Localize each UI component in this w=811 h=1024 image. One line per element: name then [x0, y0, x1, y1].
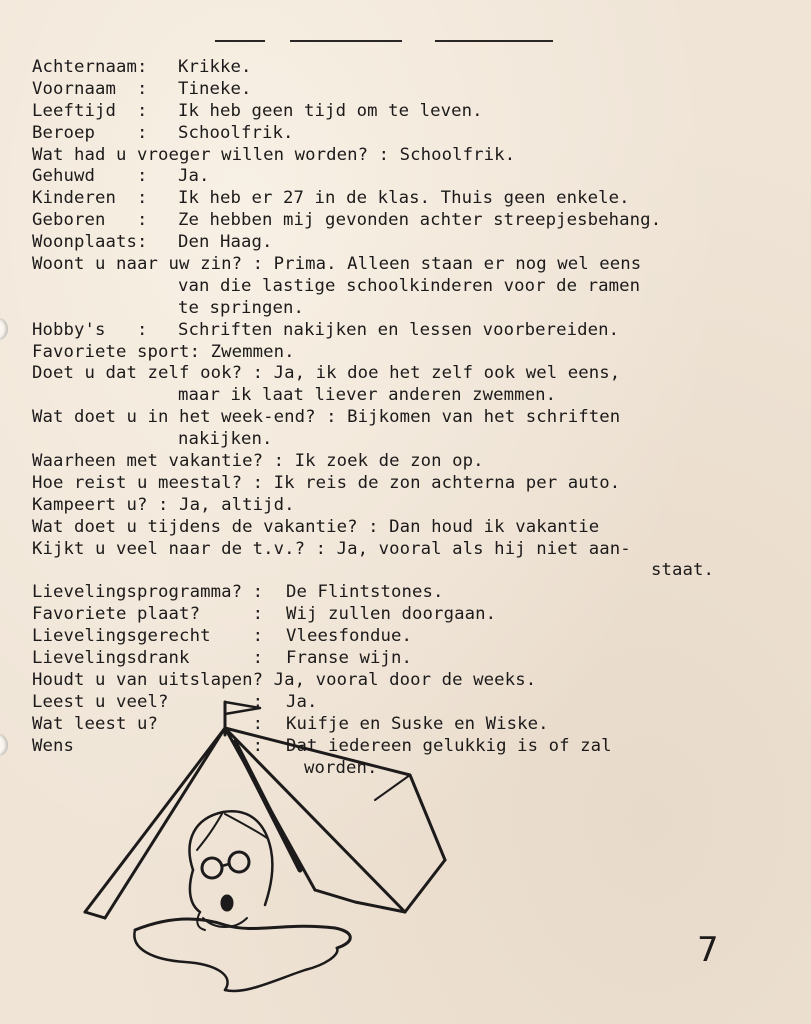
field-label: Woonplaats: — [32, 232, 148, 253]
text-line — [32, 495, 732, 517]
field-label: Beroep : — [32, 122, 148, 143]
top-rule — [435, 40, 553, 42]
question-answer: Kampeert u? : Ja, altijd. — [32, 494, 295, 515]
text-line — [32, 101, 732, 123]
field-label: Wens : — [32, 735, 264, 756]
binder-hole — [0, 318, 8, 340]
text-line — [32, 188, 732, 210]
text-line — [32, 57, 732, 79]
text-line — [32, 254, 732, 276]
question-answer: Wat doet u tijdens de vakantie? : Dan houd ik vakantie — [32, 516, 600, 537]
text-line — [32, 517, 732, 539]
continuation-line: van die lastige schoolkinderen voor de ramen — [178, 275, 641, 296]
text-line — [32, 626, 732, 648]
question-answer: Houdt u van uitslapen? Ja, vooral door de weeks. — [32, 669, 537, 690]
field-value: Ik heb er 27 in de klas. Thuis geen enkele. — [178, 188, 630, 209]
text-line — [32, 210, 732, 232]
question-answer: Doet u dat zelf ook? : Ja, ik doe het zelf ook wel eens, — [32, 363, 621, 384]
field-value: Tineke. — [178, 78, 252, 99]
field-value: Ja. — [286, 691, 318, 712]
field-label: Kinderen : — [32, 188, 148, 209]
field-value: Ze hebben mij gevonden achter streepjesbehang. — [178, 210, 662, 231]
page-number: 7 — [697, 930, 719, 970]
text-line — [32, 79, 732, 101]
questionnaire-text — [32, 57, 732, 779]
continuation-line: nakijken. — [178, 429, 273, 450]
continuation-line: maar ik laat liever anderen zwemmen. — [178, 385, 557, 406]
field-value: Krikke. — [178, 57, 252, 77]
field-label: Hobby's : — [32, 319, 148, 340]
text-line — [32, 582, 732, 604]
field-value: Franse wijn. — [286, 648, 413, 669]
text-line — [32, 342, 732, 364]
text-line — [32, 145, 732, 167]
field-label: Leest u veel? : — [32, 691, 264, 712]
top-rule — [215, 40, 265, 42]
binder-hole — [0, 734, 8, 756]
text-line — [32, 451, 732, 473]
question-answer: Woont u naar uw zin? : Prima. Alleen staan er nog wel eens — [32, 254, 642, 275]
field-value: Wij zullen doorgaan. — [286, 604, 497, 625]
field-label: Lievelingsdrank : — [32, 648, 264, 669]
field-value: Dat iedereen gelukkig is of zal — [286, 735, 612, 756]
text-line — [32, 363, 732, 385]
question-answer: Wat doet u in het week-end? : Bijkomen van het schriften — [32, 407, 621, 428]
text-line — [32, 276, 732, 298]
field-value: Vleesfondue. — [286, 626, 413, 647]
question-answer: Kijkt u veel naar de t.v.? : Ja, vooral als hij niet aan- — [32, 538, 631, 559]
field-label: Leeftijd : — [32, 100, 148, 121]
field-label: Achternaam: — [32, 57, 148, 77]
field-label: Voornaam : — [32, 78, 148, 99]
field-label: Gehuwd : — [32, 166, 148, 187]
field-label: Lievelingsprogramma? : — [32, 582, 264, 603]
continuation-line: te springen. — [178, 297, 305, 318]
text-line — [32, 539, 732, 561]
tent-girl-drawing — [75, 690, 465, 1010]
text-line — [32, 473, 732, 495]
question-answer: Favoriete sport: Zwemmen. — [32, 341, 295, 362]
field-value: Schoolfrik. — [178, 122, 294, 143]
field-label: Geboren : — [32, 210, 148, 231]
continuation-line: worden. — [304, 757, 378, 778]
field-label: Wat leest u? : — [32, 713, 264, 734]
top-rule — [290, 40, 402, 42]
text-line — [32, 298, 732, 320]
text-line — [32, 166, 732, 188]
text-line — [32, 604, 732, 626]
field-label: Favoriete plaat? : — [32, 604, 264, 625]
text-line — [32, 670, 732, 692]
field-value: Den Haag. — [178, 232, 273, 253]
field-value: Ja. — [178, 166, 210, 187]
field-value: Ik heb geen tijd om te leven. — [178, 100, 483, 121]
field-value: Kuifje en Suske en Wiske. — [286, 713, 549, 734]
field-value: Schriften nakijken en lessen voorbereiden. — [178, 319, 620, 340]
text-line — [32, 123, 732, 145]
question-answer: Wat had u vroeger willen worden? : Schoolfrik. — [32, 144, 516, 165]
text-line — [32, 648, 732, 670]
question-answer: Hoe reist u meestal? : Ik reis de zon achterna per auto. — [32, 472, 621, 493]
text-line — [32, 407, 732, 429]
question-answer: Waarheen met vakantie? : Ik zoek de zon op. — [32, 451, 484, 472]
text-line — [32, 320, 732, 342]
text-line — [32, 560, 716, 582]
continuation-line: staat. — [650, 560, 714, 581]
text-line — [32, 429, 732, 451]
text-line — [32, 232, 732, 254]
field-label: Lievelingsgerecht : — [32, 626, 264, 647]
text-line — [32, 385, 732, 407]
field-value: De Flintstones. — [286, 582, 444, 603]
